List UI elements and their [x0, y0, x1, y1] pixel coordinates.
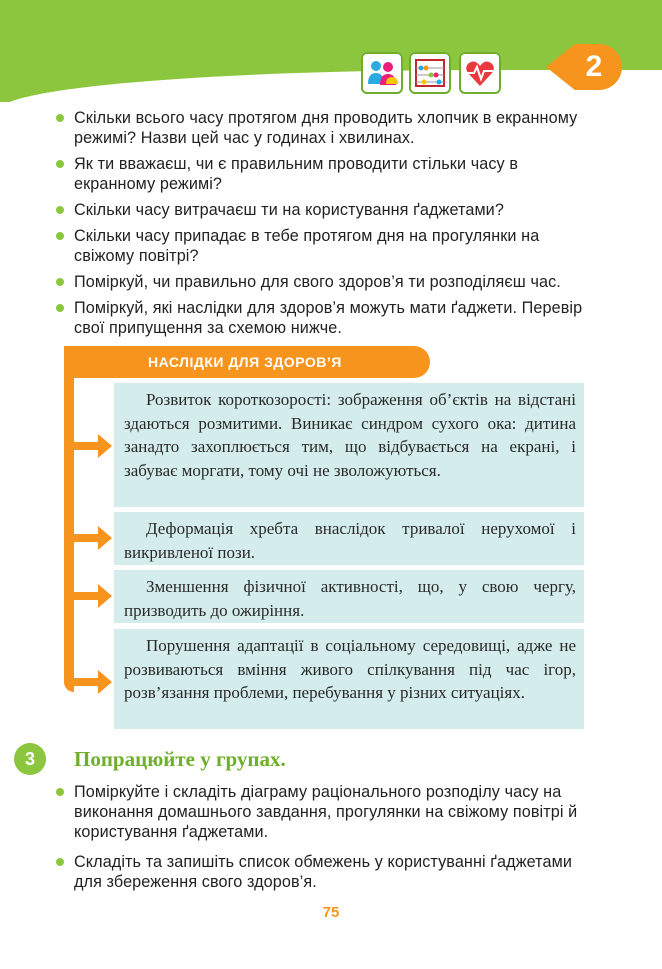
consequence-box: Розвиток короткозорості: зображення об’єктів на відстані здаються розмитими. Виникає синдром сухого ока: дитина занадто захоплюється тим, що відбувається на екрані, і забуває моргати, тому очі не зволожуються. [114, 383, 584, 507]
consequence-box: Зменшення фізичної активності, що, у свою чергу, призводить до ожиріння. [114, 570, 584, 623]
list-item: Скільки всього часу протягом дня проводить хлопчик в екранному режимі? Назви цей час у годинах і хвилинах. [52, 108, 592, 148]
chapter-number: 2 [585, 50, 603, 83]
task-list [52, 782, 592, 898]
bullet-icon [56, 206, 64, 214]
list-item: Скільки часу припадає в тебе протягом дня на прогулянки на свіжому повітрі? [52, 226, 592, 266]
arrow-icon [74, 442, 98, 450]
question-list [52, 108, 592, 344]
arrow-icon [74, 678, 98, 686]
list-item: Скільки часу витрачаєш ти на користування ґаджетами? [52, 200, 592, 220]
consequence-box: Порушення адаптації в соціальному середовищі, адже не розвиваються вміння живого спілкування під час ігор, розв’язання проблеми, перебування у різних ситуаціях. [114, 629, 584, 729]
list-item: Складіть та запишіть список обмежень у користуванні ґаджетами для збереження свого здоров’я. [52, 852, 592, 892]
bullet-icon [56, 232, 64, 240]
arrow-icon [74, 592, 98, 600]
bullet-icon [56, 160, 64, 168]
abacus-icon [409, 52, 451, 94]
arrow-head-icon [98, 584, 112, 608]
arrow-head-icon [98, 526, 112, 550]
bullet-icon [56, 304, 64, 312]
people-icon [361, 52, 403, 94]
task-number-badge: 3 [14, 743, 46, 775]
scheme-connector-line [64, 346, 74, 692]
arrow-head-icon [98, 434, 112, 458]
bullet-icon [56, 858, 64, 866]
bullet-icon [56, 278, 64, 286]
bullet-icon [56, 788, 64, 796]
list-item: Поміркуй, чи правильно для свого здоров’я ти розподіляєш час. [52, 272, 592, 292]
consequence-box: Деформація хребта внаслідок тривалої нерухомої і викривленої пози. [114, 512, 584, 565]
task-title: Попрацюйте у групах. [74, 747, 286, 771]
list-item: Поміркуйте і складіть діаграму раціонального розподілу часу на виконання домашнього завдання, прогулянки на свіжому повітрі й користування ґаджетами. [52, 782, 592, 842]
heart-pulse-icon [459, 52, 501, 94]
list-item: Поміркуй, які наслідки для здоров’я можуть мати ґаджети. Перевір свої припущення за схемою нижче. [52, 298, 592, 338]
arrow-icon [74, 534, 98, 542]
bullet-icon [56, 114, 64, 122]
page-number: 75 [322, 904, 340, 921]
arrow-head-icon [98, 670, 112, 694]
scheme-title: НАСЛІДКИ ДЛЯ ЗДОРОВ’Я [148, 354, 342, 370]
list-item: Як ти вважаєш, чи є правильним проводити стільки часу в екранному режимі? [52, 154, 592, 194]
